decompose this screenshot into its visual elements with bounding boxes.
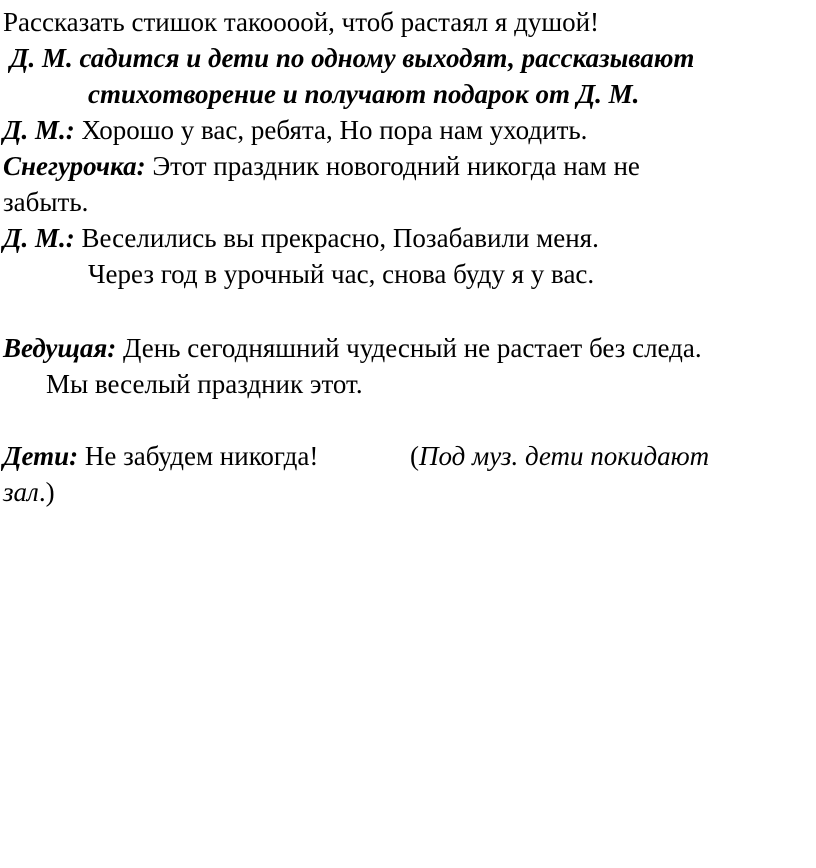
stage-direction-exit-cont <box>3 474 55 510</box>
dialogue-vedushchaya-cont <box>46 366 363 402</box>
speaker-label: Д. М.: <box>3 115 75 145</box>
speech-text: забыть. <box>3 187 89 217</box>
dialogue-deti <box>3 438 318 474</box>
speech-text: Веселились вы прекрасно, Позабавили меня. <box>81 223 599 253</box>
speaker-label: Снегурочка: <box>3 151 146 181</box>
dialogue-ded-moroz-2-cont <box>88 256 594 292</box>
intro-text: Рассказать стишок такоооой, чтоб растаял я душой! <box>3 7 600 37</box>
speech-text: Мы веселый праздник этот. <box>46 369 363 399</box>
paren-close: .) <box>38 477 55 507</box>
stage-direction-exit <box>410 438 709 474</box>
stage-direction-text: зал <box>3 477 39 507</box>
stage-direction-text-2: стихотворение и получают подарок от Д. М. <box>88 79 640 109</box>
dialogue-snegurochka <box>3 148 640 184</box>
speaker-label: Д. М.: <box>3 223 75 253</box>
dialogue-ded-moroz-2 <box>3 220 599 256</box>
speech-text: Хорошо у вас, ребята, Но пора нам уходить. <box>81 115 588 145</box>
paren-open: ( <box>410 441 419 471</box>
speech-text: Этот праздник новогодний никогда нам не <box>152 151 640 181</box>
dialogue-vedushchaya <box>3 330 702 366</box>
speaker-label: Ведущая: <box>3 333 117 363</box>
dialogue-snegurochka-cont <box>3 184 88 220</box>
speech-text: Через год в урочный час, снова буду я у вас. <box>88 259 595 289</box>
text-line-intro <box>3 4 599 40</box>
dialogue-ded-moroz-1 <box>3 112 587 148</box>
stage-direction-line-1 <box>10 40 694 76</box>
speech-text: День сегодняшний чудесный не растает без следа. <box>122 333 702 363</box>
speaker-label: Дети: <box>3 441 79 471</box>
stage-direction-text: Под муз. дети покидают <box>419 441 710 471</box>
speech-text: Не забудем никогда! <box>84 441 319 471</box>
stage-direction-line-2 <box>88 76 639 112</box>
stage-direction-text-1: Д. М. садится и дети по одному выходят, рассказывают <box>10 43 695 73</box>
